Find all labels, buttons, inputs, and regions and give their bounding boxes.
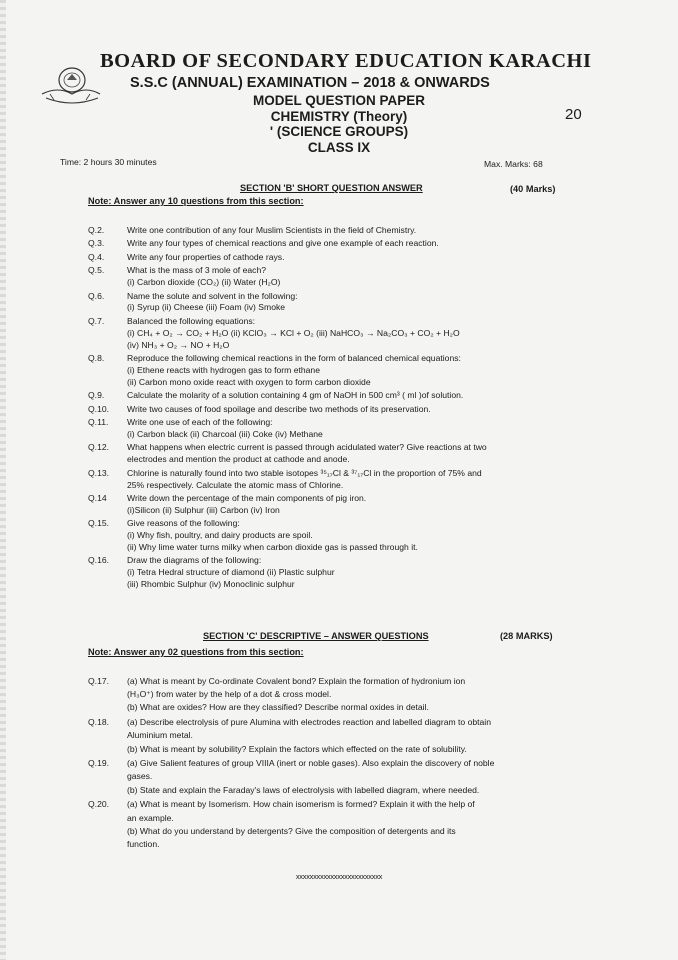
question-text: Write one contribution of any four Muslim Scientists in the field of Chemistry. — [127, 225, 417, 235]
question-number: Q.10. — [88, 403, 110, 414]
question-text: Write any four types of chemical reactions and give one example of each reaction. — [127, 238, 439, 249]
section-b-title: SECTION 'B' SHORT QUESTION ANSWER — [240, 183, 423, 193]
subpart-text: (ii) Why lime water turns milky when carbon dioxide gas is passed through it. — [127, 542, 418, 552]
section-b-note: Note: Answer any 10 questions from this section: — [88, 196, 304, 206]
subpart-text: (i)Silicon (ii) Sulphur (iii) Carbon (iv) Iron — [127, 504, 280, 515]
subpart-text: (i) Carbon black (ii) Charcoal (iii) Coke (iv) Methane — [127, 428, 323, 439]
question-text: Chlorine is naturally found into two stable isotopes ³⁵₁₇Cl & ³⁷₁₇Cl in the proportion of 75% and — [127, 467, 482, 478]
question-number: Q.15. — [88, 518, 110, 529]
question-number: Q.9. — [88, 390, 105, 401]
question-text: Write any four properties of cathode rays. — [127, 251, 285, 262]
question-text: (a) What is meant by Co-ordinate Covalent bond? Explain the formation of hydronium ion — [127, 676, 466, 686]
subpart-text: 25% respectively. Calculate the atomic mass of Chlorine. — [127, 479, 344, 490]
subpart-text: function. — [127, 838, 160, 849]
paper-title: MODEL QUESTION PAPER — [252, 93, 426, 108]
subpart-text: (iv) NH₃ + O₂ → NO + H₂O — [127, 339, 230, 350]
subpart-text: (b) State and explain the Faraday's laws of electrolysis with labelled diagram, where needed. — [127, 784, 480, 795]
question-number: Q.8. — [88, 353, 105, 363]
end-marker: xxxxxxxxxxxxxxxxxxxxxxxxx — [295, 872, 383, 881]
question-text: Write one use of each of the following: — [127, 417, 273, 427]
question-text: Draw the diagrams of the following: — [127, 555, 262, 566]
question-text: Balanced the following equations: — [127, 315, 256, 326]
question-number: Q.5. — [88, 265, 105, 276]
question-number: Q.17. — [88, 676, 110, 686]
section-c-note: Note: Answer any 02 questions from this section: — [88, 647, 304, 657]
subpart-text: (i) Syrup (ii) Cheese (iii) Foam (iv) Smoke — [127, 302, 286, 313]
question-number: Q.14 — [88, 492, 107, 503]
class-title: CLASS IX — [307, 140, 371, 155]
question-number: Q.18. — [88, 717, 110, 728]
subject-title: CHEMISTRY (Theory) — [270, 109, 408, 124]
question-number: Q.4. — [88, 251, 105, 262]
group-title: ' (SCIENCE GROUPS) — [269, 124, 409, 139]
question-number: Q.20. — [88, 799, 110, 810]
question-text: Give reasons of the following: — [127, 518, 240, 529]
question-number: Q.12. — [88, 442, 110, 453]
question-number: Q.16. — [88, 555, 110, 566]
time-allowed: Time: 2 hours 30 minutes — [60, 157, 157, 167]
question-text: Write down the percentage of the main components of pig iron. — [127, 492, 367, 503]
page-number: 20 — [565, 106, 582, 123]
subpart-text: (i) Tetra Hedral structure of diamond (ii) Plastic sulphur — [127, 567, 335, 578]
board-title: BOARD OF SECONDARY EDUCATION KARACHI — [100, 50, 592, 72]
question-text: Reproduce the following chemical reactions in the form of balanced chemical equations: — [127, 353, 461, 363]
subpart-text: (b) What do you understand by detergents? Give the composition of detergents and its — [127, 825, 456, 836]
subpart-text: (i) Why fish, poultry, and dairy products are spoil. — [127, 530, 313, 541]
question-number: Q.13. — [88, 467, 110, 478]
question-text: Write two causes of food spoilage and describe two methods of its preservation. — [127, 403, 431, 414]
subpart-text: (b) What is meant by solubility? Explain the factors which effected on the rate of solubility. — [127, 743, 467, 754]
section-b-marks: (40 Marks) — [510, 184, 556, 194]
subpart-text: (ii) Carbon mono oxide react with oxygen to form carbon dioxide — [127, 376, 371, 387]
question-text: (a) Describe electrolysis of pure Alumina with electrodes reaction and labelled diagram to obtain — [127, 717, 491, 728]
question-text: What happens when electric current is passed through acidulated water? Give reactions at two — [127, 442, 487, 453]
max-marks: Max. Marks: 68 — [484, 159, 543, 169]
question-number: Q.7. — [88, 315, 105, 326]
subpart-text: an example. — [127, 812, 174, 823]
question-number: Q.6. — [88, 290, 105, 301]
subpart-text: Aluminium metal. — [127, 730, 193, 741]
subpart-text: (i) CH₄ + O₂ → CO₂ + H₂O (ii) KClO₃ → KCl + O₂ (iii) NaHCO₃ → Na₂CO₃ + CO₂ + H₂O — [127, 327, 460, 338]
subpart-text: electrodes and mention the product at cathode and anode. — [127, 454, 350, 465]
subpart-text: (iii) Rhombic Sulphur (iv) Monoclinic sulphur — [127, 579, 295, 590]
exam-title: S.S.C (ANNUAL) EXAMINATION – 2018 & ONWARDS — [130, 75, 490, 91]
subpart-text: (H₃O⁺) from water by the help of a dot & cross model. — [127, 689, 332, 700]
question-text: What is the mass of 3 mole of each? — [127, 265, 266, 276]
question-number: Q.2. — [88, 225, 105, 235]
question-number: Q.3. — [88, 238, 105, 249]
question-text: (a) What is meant by Isomerism. How chain isomerism is formed? Explain it with the help of — [127, 799, 475, 810]
question-number: Q.11. — [88, 417, 109, 427]
section-c-marks: (28 MARKS) — [500, 631, 553, 641]
question-text: Name the solute and solvent in the following: — [127, 290, 298, 301]
subpart-text: (i) Carbon dioxide (CO₂) (ii) Water (H₂O) — [127, 277, 281, 288]
subpart-text: (i) Ethene reacts with hydrogen gas to form ethane — [127, 364, 320, 375]
question-number: Q.19. — [88, 758, 110, 769]
question-text: Calculate the molarity of a solution containing 4 gm of NaOH in 500 cm³ ( ml )of solution. — [127, 390, 464, 401]
question-text: (a) Give Salient features of group VIIIA (inert or noble gases). Also explain the discovery of noble — [127, 758, 495, 769]
subpart-text: gases. — [127, 771, 153, 782]
subpart-text: (b) What are oxides? How are they classified? Describe normal oxides in detail. — [127, 702, 429, 713]
section-c-title: SECTION 'C' DESCRIPTIVE – ANSWER QUESTIONS — [203, 631, 429, 641]
